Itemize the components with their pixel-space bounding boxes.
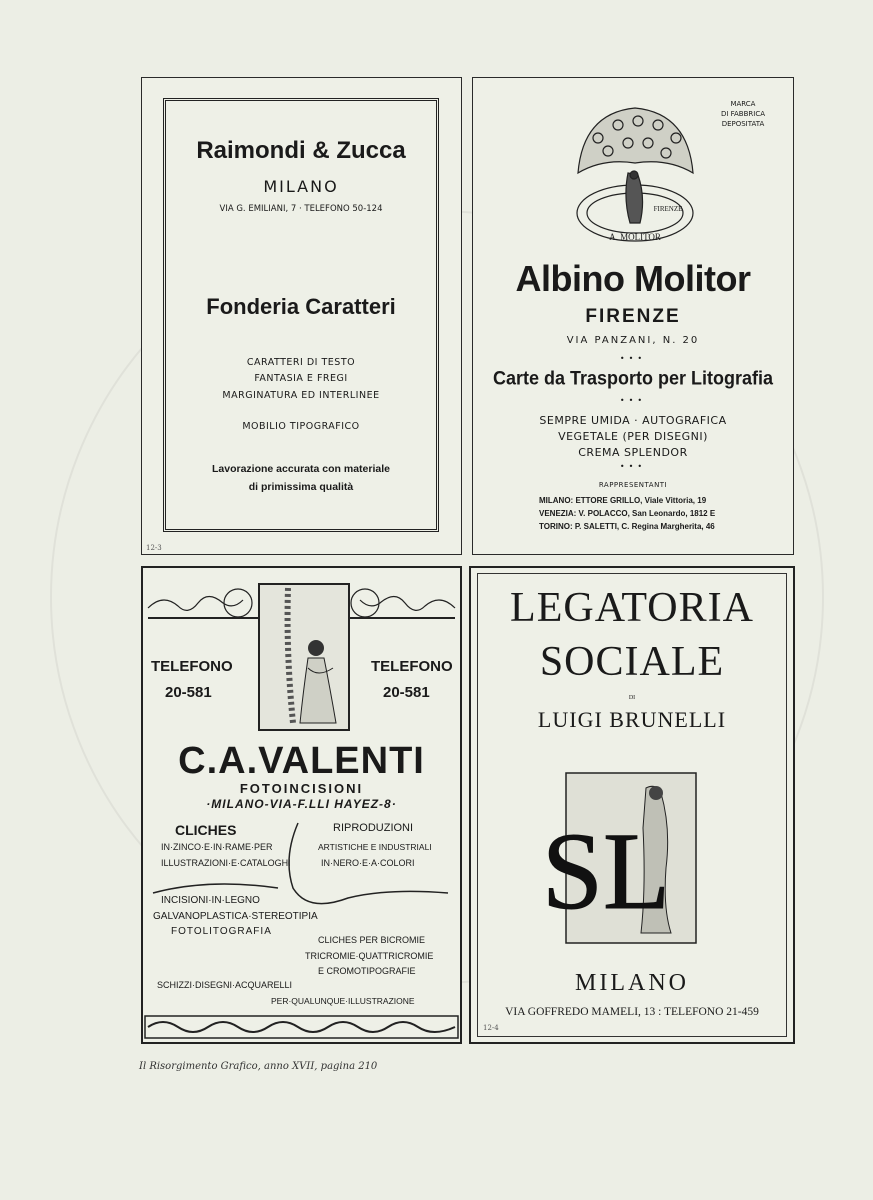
rep-line: MILANO: ETTORE GRILLO, Viale Vittoria, 19 <box>539 496 707 505</box>
title-line-2: SOCIALE <box>539 639 725 685</box>
product-line: SEMPRE UMIDA · AUTOGRAFICA <box>539 414 727 427</box>
mid-line: GALVANOPLASTICA·STEREOTIPIA <box>153 911 318 922</box>
city: FIRENZE <box>585 306 681 327</box>
left-line: ILLUSTRAZIONI·E·CATALOGHI <box>161 858 291 868</box>
divider-dots: ••• <box>619 462 647 471</box>
product-extra: MOBILIO TIPOGRAFICO <box>242 421 360 432</box>
product-line: VEGETALE (PER DISEGNI) <box>558 430 708 443</box>
trademark-note: MARCA DI FABBRICA DEPOSITATA <box>720 100 765 128</box>
phone-number-left: 20-581 <box>165 684 212 701</box>
svg-text:FIRENZE: FIRENZE <box>653 205 683 213</box>
headline: Fonderia Caratteri <box>206 294 396 319</box>
headline: Carte da Trasporto per Litografia <box>492 366 774 389</box>
quality-line: Lavorazione accurata con materiale <box>212 463 390 475</box>
left-line: IN·ZINCO·E·IN·RAME·PER <box>161 842 273 852</box>
ad-legatoria-sociale <box>469 566 795 1044</box>
bottom-line: PER·QUALUNQUE·ILLUSTRAZIONE <box>271 996 415 1006</box>
phone-label-right: TELEFONO <box>371 658 453 675</box>
address: VIA PANZANI, N. 20 <box>566 335 700 346</box>
left-title: CLICHES <box>175 822 237 838</box>
ad-code: 12-3 <box>146 544 162 552</box>
ad-code: 12-4 <box>483 1024 499 1032</box>
city: MILANO <box>575 970 689 996</box>
ad-inner-frame <box>163 98 439 532</box>
ad-albino-molitor <box>472 77 794 555</box>
company-name: Albino Molitor <box>515 258 751 299</box>
woman-illustration-icon <box>258 583 350 731</box>
product-line: FANTASIA E FREGI <box>254 373 348 384</box>
subtitle: FOTOINCISIONI <box>239 781 364 796</box>
quality-line: di primissima qualità <box>248 481 354 493</box>
city: MILANO <box>263 177 339 196</box>
divider-dots: ••• <box>619 396 647 405</box>
product-line: CREMA SPLENDOR <box>578 446 688 459</box>
address: VIA GOFFREDO MAMELI, 13 : TELEFONO 21-459 <box>505 1006 759 1018</box>
mid-line: INCISIONI·IN·LEGNO <box>161 895 260 906</box>
right2-line: E CROMOTIPOGRAFIE <box>318 966 416 976</box>
mid-line: FOTOLITOGRAFIA <box>171 926 272 937</box>
owner-name: LUIGI BRUNELLI <box>537 707 727 732</box>
reps-title: RAPPRESENTANTI <box>598 481 668 489</box>
phone-number-right: 20-581 <box>383 684 430 701</box>
di-label: DI <box>628 695 636 701</box>
divider-dots: ••• <box>619 354 647 363</box>
monogram-illustration-icon <box>541 768 701 948</box>
right2-line: TRICROMIE·QUATTRICROMIE <box>305 951 434 961</box>
address: VIA G. EMILIANI, 7 · TELEFONO 50-124 <box>219 204 383 214</box>
right2-line: CLICHES PER BICROMIE <box>318 935 426 945</box>
product-line: MARGINATURA ED INTERLINEE <box>222 390 380 401</box>
right-line: IN·NERO·E·A·COLORI <box>321 858 415 868</box>
reps-list <box>539 494 715 533</box>
rep-line: VENEZIA: V. POLACCO, San Leonardo, 1812 E <box>539 509 716 518</box>
page-footer: Il Risorgimento Grafico, anno XVII, pagina 210 <box>139 1061 378 1072</box>
right-line: ARTISTICHE E INDUSTRIALI <box>318 842 432 852</box>
peacock-logo-icon <box>568 103 703 248</box>
right-title: RIPRODUZIONI <box>333 822 414 834</box>
svg-text:SL: SL <box>541 810 671 932</box>
company-name: Raimondi & Zucca <box>196 137 406 164</box>
company-name: C.A.VALENTI <box>178 740 425 782</box>
bottom-line: SCHIZZI·DISEGNI·ACQUARELLI <box>157 980 293 990</box>
address: ·MILANO-VIA-F.LLI HAYEZ-8· <box>206 797 397 811</box>
rep-line: TORINO: P. SALETTI, C. Regina Margherita, 46 <box>539 522 715 531</box>
svg-text:A. MOLITOR: A. MOLITOR <box>609 232 661 242</box>
ornament-border-bottom-icon <box>143 1012 460 1040</box>
ad-valenti <box>141 566 462 1044</box>
ad-raimondi-zucca <box>141 77 462 555</box>
product-line: CARATTERI DI TESTO <box>246 357 356 368</box>
title-line-1: LEGATORIA <box>510 585 754 631</box>
phone-label-left: TELEFONO <box>151 658 233 675</box>
